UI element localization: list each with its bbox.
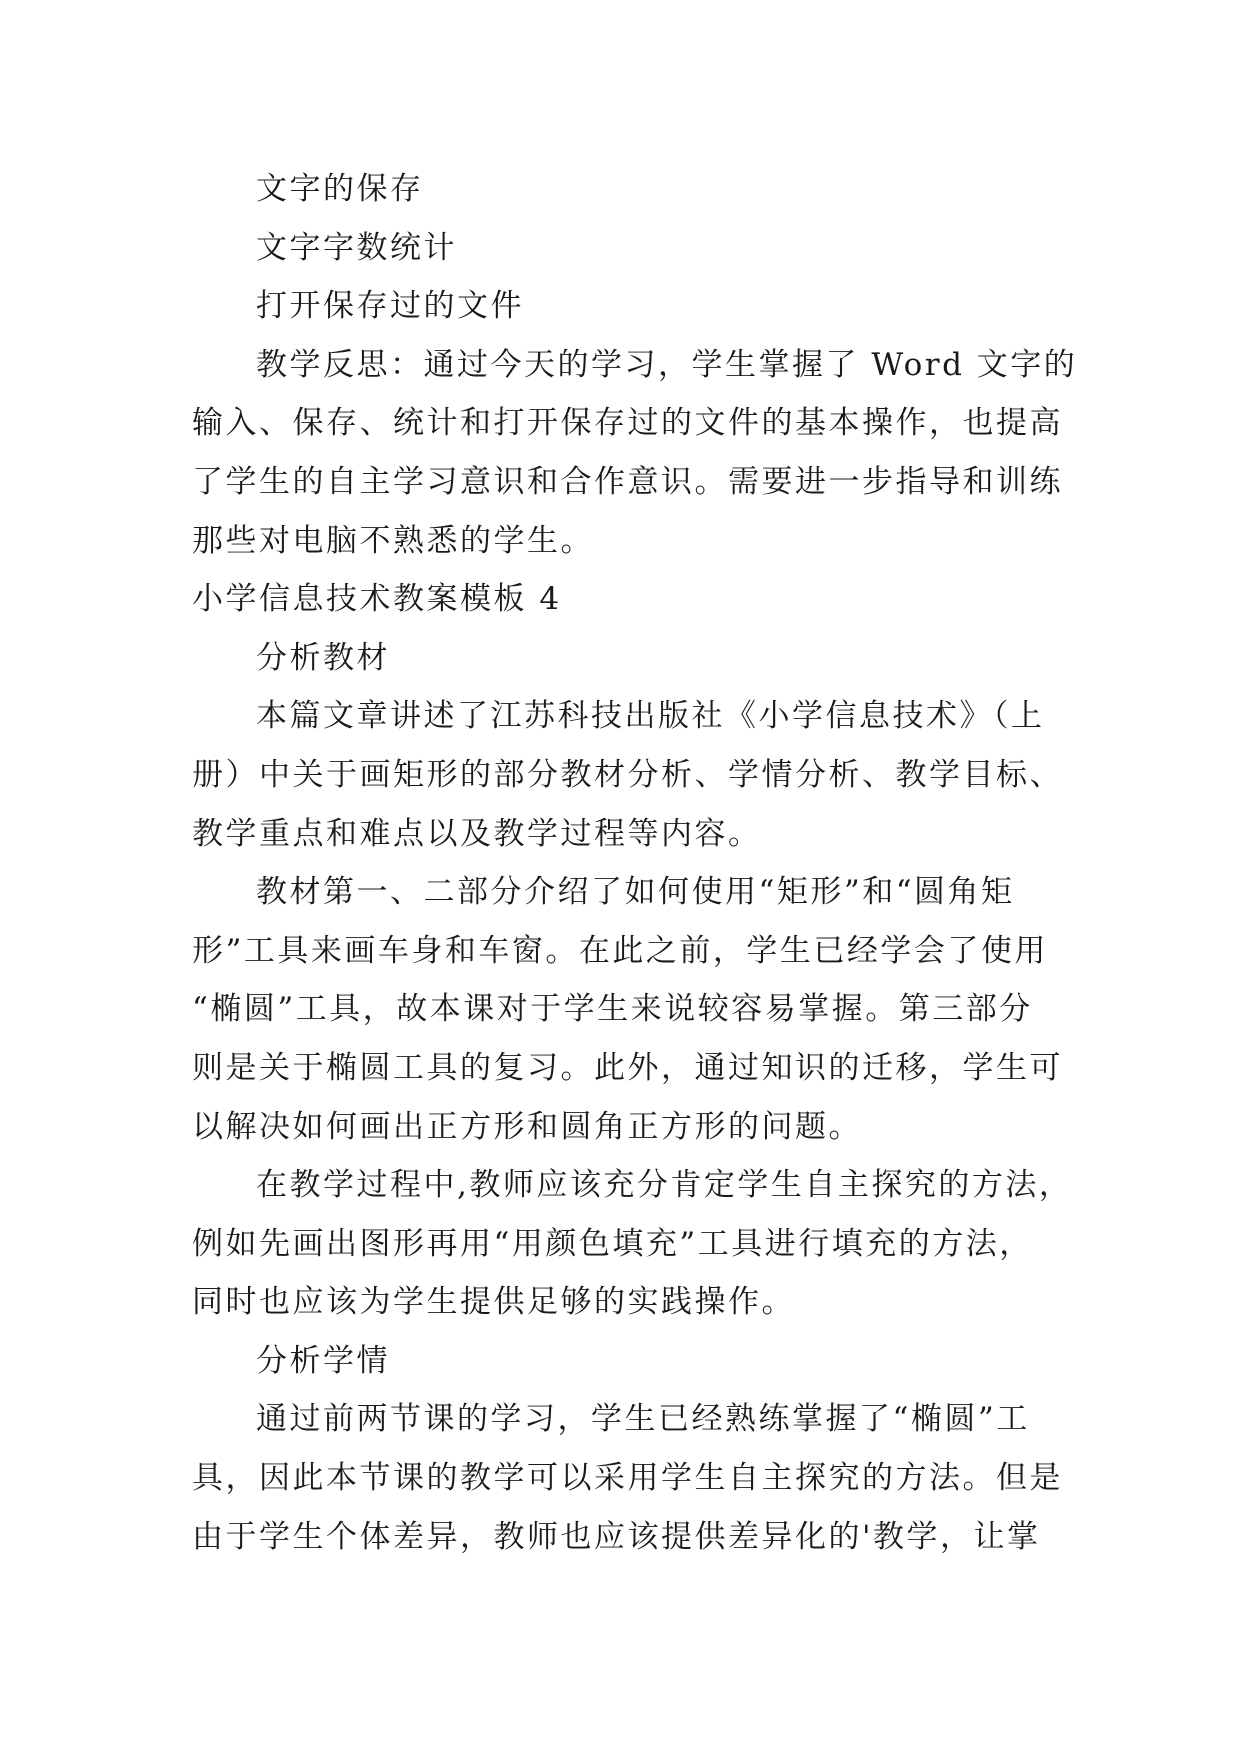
text-line: 打开保存过的文件 bbox=[256, 288, 524, 325]
subsection-heading: 分析教材 bbox=[256, 639, 390, 676]
text-line: 教材第一、二部分介绍了如何使用“矩形”和“圆角矩 bbox=[256, 874, 1015, 911]
text-line: 例如先画出图形再用“用颜色填充”工具进行填充的方法， bbox=[192, 1225, 1033, 1262]
text-line: 形”工具来画车身和车窗。在此之前，学生已经学会了使用 bbox=[192, 932, 1048, 969]
text-line: 则是关于椭圆工具的复习。此外，通过知识的迁移，学生可 bbox=[192, 1049, 1063, 1086]
text-line: 输入、保存、统计和打开保存过的文件的基本操作，也提高 bbox=[192, 405, 1063, 442]
text-line: 具，因此本节课的教学可以采用学生自主探究的方法。但是 bbox=[192, 1460, 1063, 1497]
text-line: 那些对电脑不熟悉的学生。 bbox=[192, 522, 594, 559]
text-line: 同时也应该为学生提供足够的实践操作。 bbox=[192, 1284, 795, 1321]
text-line: 教学重点和难点以及教学过程等内容。 bbox=[192, 815, 762, 852]
text-line: 通过前两节课的学习，学生已经熟练掌握了“椭圆”工 bbox=[256, 1401, 1030, 1438]
text-line: 本篇文章讲述了江苏科技出版社《小学信息技术》（上 bbox=[256, 698, 1045, 735]
text-line: 文字字数统计 bbox=[256, 229, 457, 266]
text-line: 册）中关于画矩形的部分教材分析、学情分析、教学目标、 bbox=[192, 756, 1063, 793]
text-line: 由于学生个体差异，教师也应该提供差异化的'教学，让掌 bbox=[192, 1518, 1041, 1555]
text-line: 在教学过程中,教师应该充分肯定学生自主探究的方法， bbox=[256, 1167, 1073, 1204]
subsection-heading: 分析学情 bbox=[256, 1342, 390, 1379]
text-line: 了学生的自主学习意识和合作意识。需要进一步指导和训练 bbox=[192, 463, 1063, 500]
text-line: 以解决如何画出正方形和圆角正方形的问题。 bbox=[192, 1108, 862, 1145]
document-body bbox=[192, 160, 1078, 1566]
section-heading: 小学信息技术教案模板 4 bbox=[192, 581, 562, 618]
text-line: 文字的保存 bbox=[256, 171, 424, 207]
text-line: 教学反思：通过今天的学习，学生掌握了 Word 文字的 bbox=[256, 346, 1078, 383]
text-line: “椭圆”工具，故本课对于学生来说较容易掌握。第三部分 bbox=[192, 991, 1033, 1028]
